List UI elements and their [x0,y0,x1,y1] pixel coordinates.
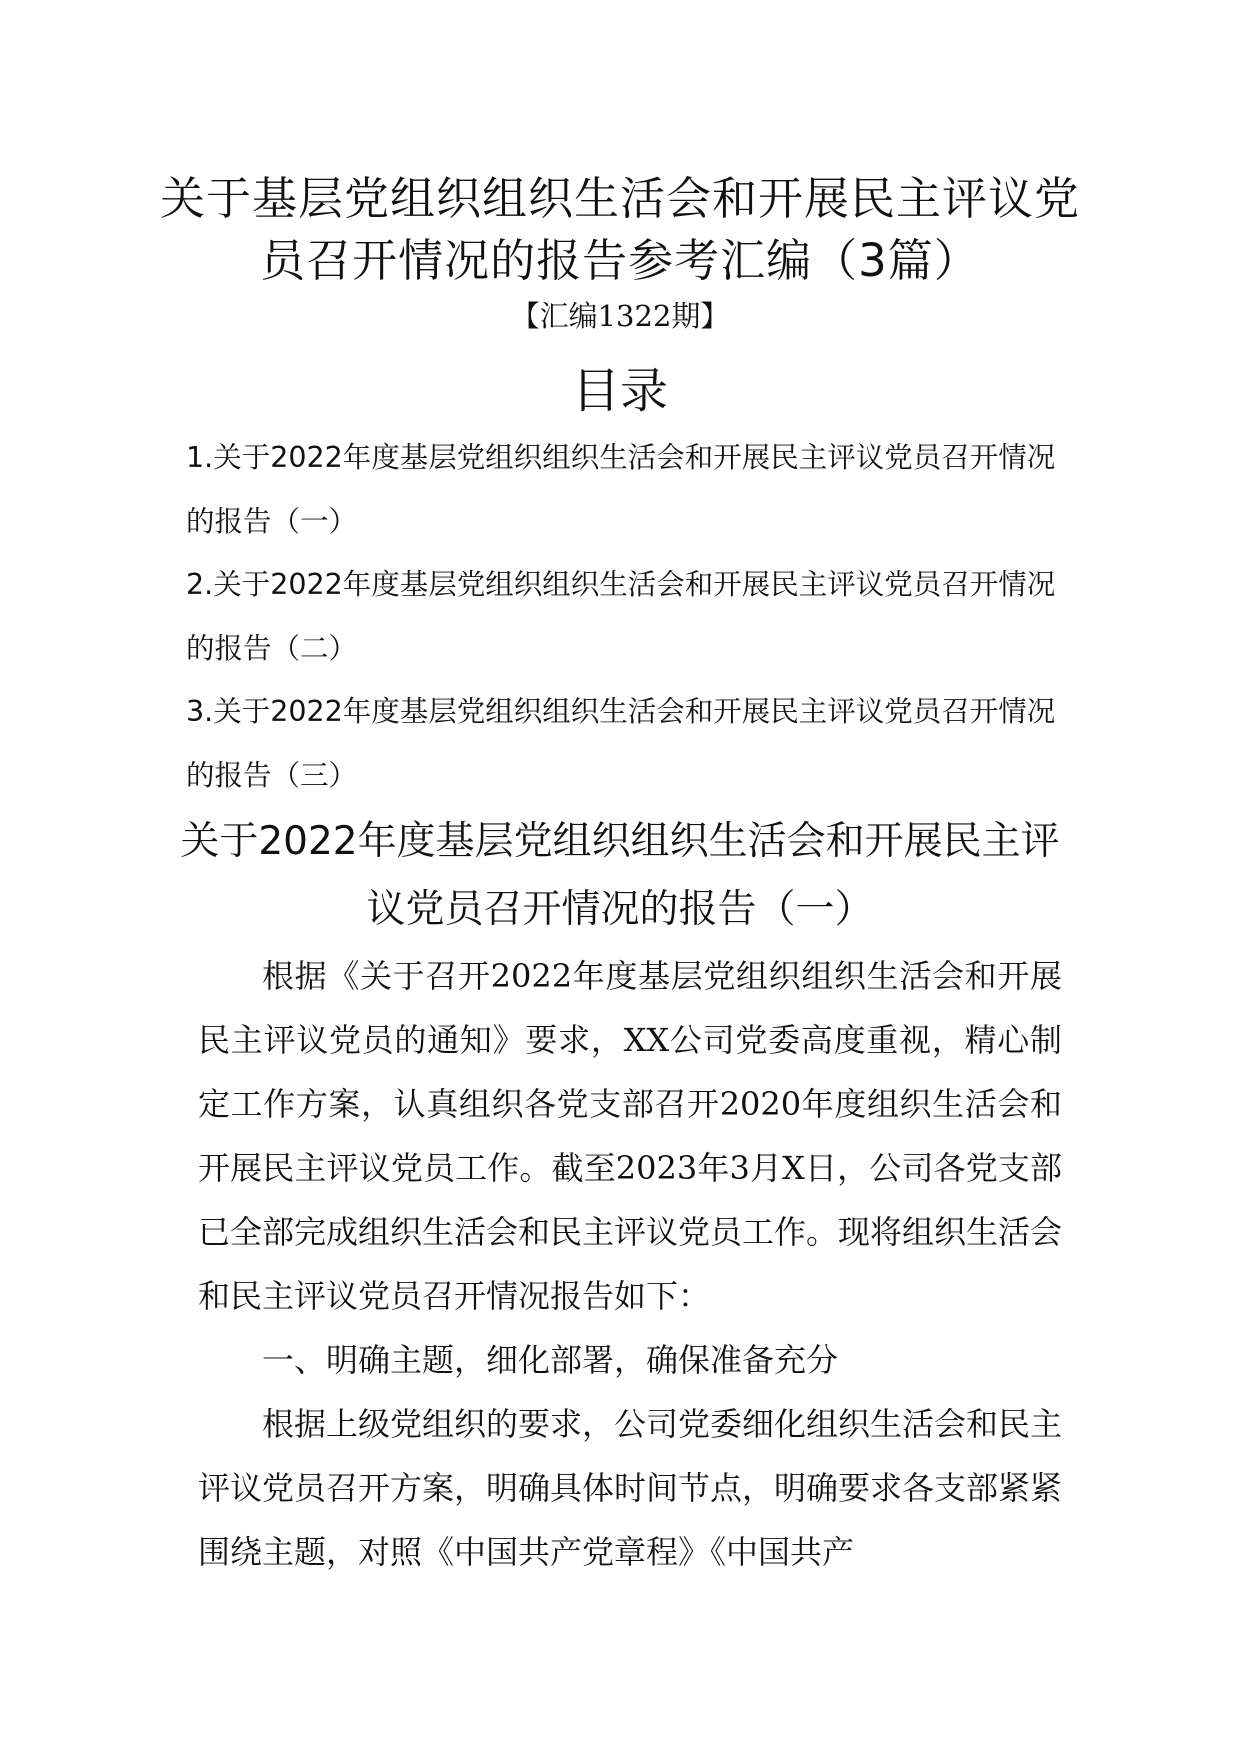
document-title: 关于基层党组织组织生活会和开展民主评议党员召开情况的报告参考汇编（3篇） [159,172,1080,287]
table-of-contents [186,426,1062,807]
toc-item-2[interactable]: 2.关于2022年度基层党组织组织生活会和开展民主评议党员召开情况的报告（二） [186,568,1056,665]
section-title: 关于2022年度基层党组织组织生活会和开展民主评议党员召开情况的报告（一） [180,819,1060,932]
body-paragraph-1: 根据《关于召开2022年度基层党组织组织生活会和开展民主评议党员的通知》要求，XX公司党委高度重视，精心制定工作方案，认真组织各党支部召开2020年度组织生活会和开展民主评议党员工作。截至2023年3月X日，公司各党支部已全部完成组织生活会和民主评议党员工作。现将组织生活会和民主评议党员召开情况报告如下： [198,957,1063,1315]
body-paragraph-2: 根据上级党组织的要求，公司党委细化组织生活会和民主评议党员召开方案，明确具体时间节点，明确要求各支部紧紧围绕主题，对照《中国共产党章程》《中国共产 [198,1405,1063,1571]
issue-label: 【汇编1322期】 [510,299,730,333]
toc-item-1[interactable]: 1.关于2022年度基层党组织组织生活会和开展民主评议党员召开情况的报告（一） [186,441,1056,538]
toc-heading: 目录 [571,363,668,419]
body-subheading-1: 一、明确主题，细化部署，确保准备充分 [262,1341,839,1379]
toc-item-3[interactable]: 3.关于2022年度基层党组织组织生活会和开展民主评议党员召开情况的报告（三） [186,695,1056,792]
